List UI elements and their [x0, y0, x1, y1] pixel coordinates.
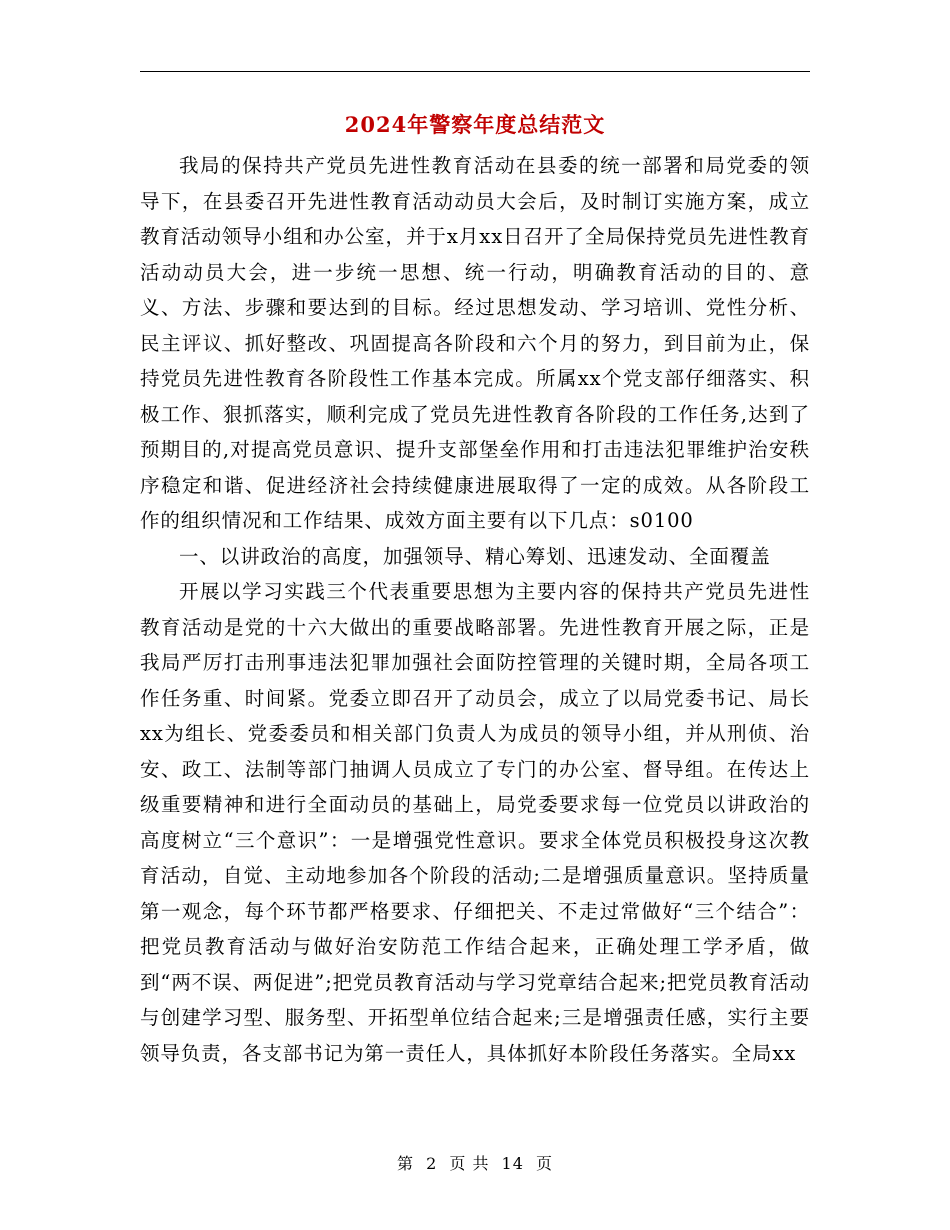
footer-middle: 页 共 — [449, 1154, 490, 1173]
footer-total-pages: 14 — [501, 1154, 524, 1173]
document-title: 2024年警察年度总结范文 — [344, 112, 606, 137]
footer-prefix: 第 — [396, 1154, 414, 1173]
paragraph-section-1: 开展以学习实践三个代表重要思想为主要内容的保持共产党员先进性教育活动是党的十六大做出的重要战略部署。先进性教育开展之际，正是我局严厉打击刑事违法犯罪加强社会面防控管理的关键时期，全局各项工作任务重、时间紧。党委立即召开了动员会，成立了以局党委书记、局长xx为组长、党委委员和相关部门负责人为成员的领导小组，并从刑侦、治安、政工、法制等部门抽调人员成立了专门的办公室、督导组。在传达上级重要精神和进行全面动员的基础上，局党委要求每一位党员以讲政治的高度树立“三个意识”：一是增强党性意识。要求全体党员积极投身这次教育活动，自觉、主动地参加各个阶段的活动;二是增强质量意识。坚持质量第一观念，每个环节都严格要求、仔细把关、不走过常做好“三个结合”：把党员教育活动与做好治安防范工作结合起来，正确处理工学矛盾，做到“两不误、两促进”;把党员教育活动与学习党章结合起来;把党员教育活动与创建学习型、服务型、开拓型单位结合起来;三是增强责任感，实行主要领导负责，各支部书记为第一责任人，具体抓好本阶段任务落实。全局xx — [140, 580, 810, 1065]
document-body — [140, 148, 810, 1071]
footer-suffix: 页 — [536, 1154, 554, 1173]
section-heading-1: 一、以讲政治的高度，加强领导、精心筹划、迅速发动、全面覆盖 — [179, 544, 771, 568]
page-footer — [0, 1152, 950, 1176]
header-rule — [140, 71, 810, 72]
paragraph-intro: 我局的保持共产党员先进性教育活动在县委的统一部署和局党委的领导下，在县委召开先进性教育活动动员大会后，及时制订实施方案，成立教育活动领导小组和办公室，并于x月xx日召开了全局保持党员先进性教育活动动员大会，进一步统一思想、统一行动，明确教育活动的目的、意义、方法、步骤和要达到的目标。经过思想发动、学习培训、党性分析、民主评议、抓好整改、巩固提高各阶段和六个月的努力，到目前为止，保持党员先进性教育各阶段性工作基本完成。所属xx个党支部仔细落实、积极工作、狠抓落实，顺利完成了党员先进性教育各阶段的工作任务,达到了预期目的,对提高党员意识、提升支部堡垒作用和打击违法犯罪维护治安秩序稳定和谐、促进经济社会持续健康进展取得了一定的成效。从各阶段工作的组织情况和工作结果、成效方面主要有以下几点：s0100 — [140, 154, 810, 532]
footer-current-page: 2 — [426, 1154, 438, 1173]
